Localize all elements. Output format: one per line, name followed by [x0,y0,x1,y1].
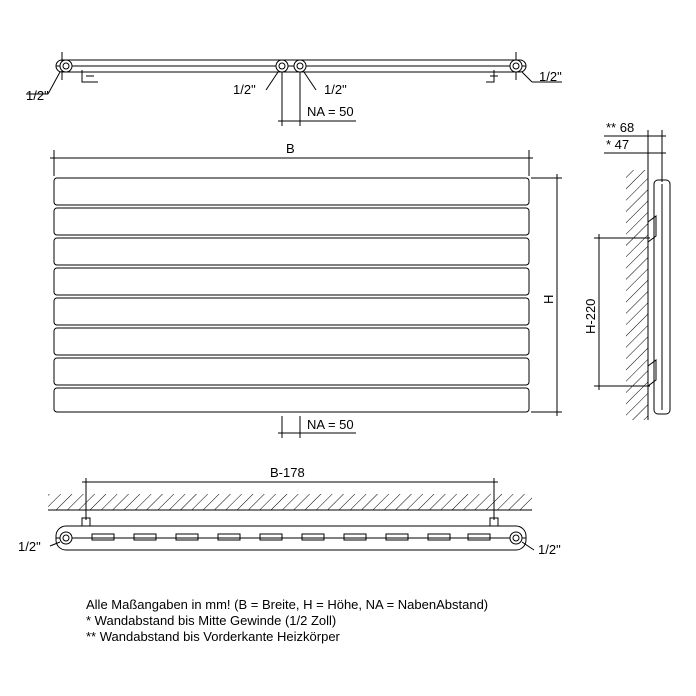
height-label-h: H [541,294,556,304]
radiator-panel-4 [54,268,529,295]
bottom-pipe-connector-left-icon [60,532,72,544]
leader-pipe-right [522,72,532,82]
bottom-pipe-size-label-right: 1/2" [538,542,561,557]
side-bracket-bottom-icon [648,360,656,386]
pipe-size-label-right: 1/2" [539,69,562,84]
width-label-b: B [286,141,295,156]
bottom-pipe-size-label-left: 1/2" [18,539,41,554]
radiator-panel-3 [54,238,529,265]
slot [302,534,324,540]
dim-47-label: * 47 [606,137,630,152]
dim-68-label: ** 68 [606,120,635,135]
front-view [50,150,562,438]
pipe-size-label-mid-left: 1/2" [233,82,256,97]
radiator-panel-6 [54,328,529,355]
note-units: Alle Maßangaben in mm! (B = Breite, H = Höhe, NA = NabenAbstand) [86,597,489,612]
radiator-panel-2 [54,208,529,235]
radiator-panel-5 [54,298,529,325]
side-wall-hatch [626,170,648,420]
pipe-connector-mid-left-icon [276,60,288,72]
slot [468,534,490,540]
radiator-panel-1 [54,178,529,205]
pipe-connector-left-icon [60,60,72,72]
na-label-bottom: NA = 50 [307,417,354,432]
pipe-connector-mid-right-icon [294,60,306,72]
pipe-size-label-left: 1/2" [26,88,49,103]
leader-pipe-mid-right [304,72,316,90]
side-view [594,130,670,420]
slot [428,534,450,540]
radiator-panel-8 [54,388,529,412]
na-label-top: NA = 50 [307,104,354,119]
slot [218,534,240,540]
height-label-h220: H-220 [583,298,598,334]
slot [386,534,408,540]
bottom-pipe-connector-right-icon [510,532,522,544]
slot [260,534,282,540]
pipe-connector-right-icon [510,60,522,72]
pipe-size-label-mid-right: 1/2" [324,82,347,97]
bottom-wall-hatch [48,494,532,510]
note-wall-distance-front: ** Wandabstand bis Vorderkante Heizkörper [86,629,340,644]
leader-pipe-left [48,72,60,94]
width-label-b178: B-178 [270,465,305,480]
slot [176,534,198,540]
leader-pipe-mid-left [266,72,278,90]
notes [86,597,488,645]
slot [92,534,114,540]
note-wall-distance-thread: * Wandabstand bis Mitte Gewinde (1/2 Zoll) [86,613,337,628]
radiator-panel-7 [54,358,529,385]
slot [344,534,366,540]
bottom-leader-left [50,542,60,546]
bottom-slots [92,534,490,540]
bottom-view [48,478,534,550]
slot [134,534,156,540]
top-view [26,52,562,126]
